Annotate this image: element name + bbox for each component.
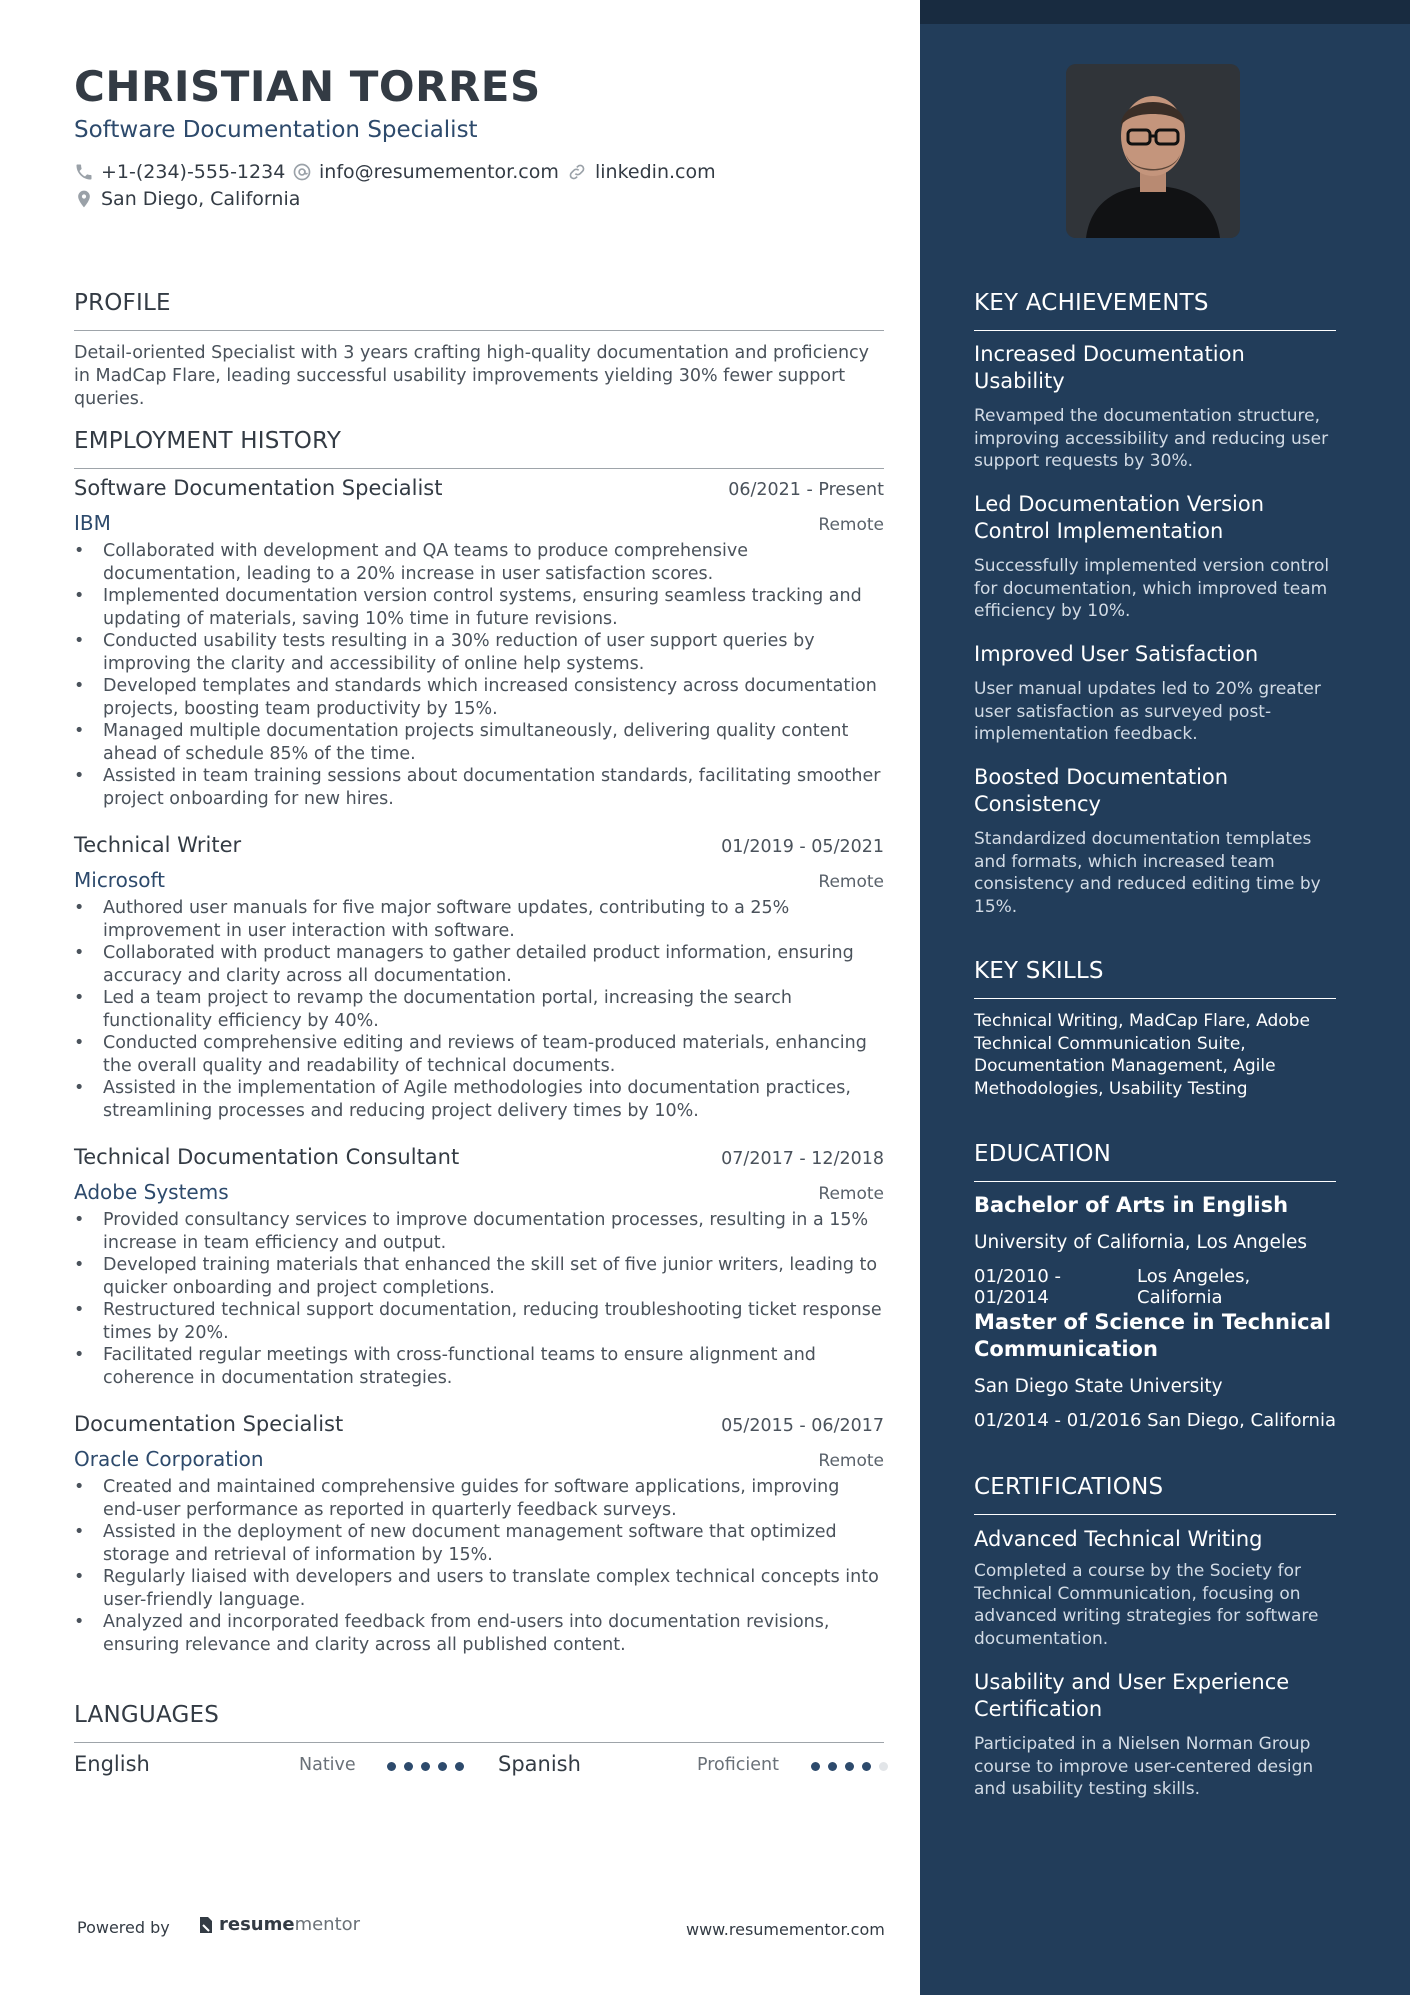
bullet-item: • Facilitated regular meetings with cross-functional teams to ensure alignment and coherence in documentation strategies. [74, 1344, 884, 1389]
job-location: Remote [818, 872, 884, 892]
job-dates: 07/2017 - 12/2018 [721, 1149, 884, 1169]
profile-heading: PROFILE [74, 290, 884, 331]
education-school: San Diego State University [974, 1376, 1223, 1397]
candidate-name: CHRISTIAN TORRES [74, 62, 541, 111]
achievements-heading: KEY ACHIEVEMENTS [974, 290, 1336, 331]
education-location: San Diego, California [1147, 1410, 1336, 1431]
language-rating [811, 1762, 888, 1771]
bullet-item: • Conducted usability tests resulting in a 30% reduction of user support queries by improving the clarity and accessibility of online help systems. [74, 630, 884, 675]
job-title: Documentation Specialist [74, 1412, 344, 1436]
achievement-text: Standardized documentation templates and formats, which increased team consistency and reduced editing time by 15%. [974, 829, 1321, 917]
job-company: Adobe Systems [74, 1180, 229, 1204]
language-level: Native [299, 1755, 356, 1775]
profile-summary: Detail-oriented Specialist with 3 years crafting high-quality documentation and proficiency in MadCap Flare, leading successful usability improvements yielding 30% fewer support queries. [74, 343, 870, 409]
education-degree: Bachelor of Arts in English [974, 1193, 1289, 1217]
job-dates: 06/2021 - Present [728, 480, 884, 500]
employment-heading: EMPLOYMENT HISTORY [74, 428, 884, 469]
rating-dot [438, 1762, 447, 1771]
candidate-role: Software Documentation Specialist [74, 117, 478, 143]
bullet-item: • Developed training materials that enhanced the skill set of five junior writers, leading to quicker onboarding and project completions. [74, 1254, 884, 1299]
bullet-item: • Developed templates and standards which increased consistency across documentation projects, boosting team productivity by 15%. [74, 675, 884, 720]
rating-dot [811, 1762, 820, 1771]
phone-text: +1-(234)-555-1234 [101, 161, 286, 183]
languages-row [74, 1752, 884, 1786]
job-location: Remote [818, 515, 884, 535]
bullet-item: • Collaborated with product managers to gather detailed product information, ensuring accuracy and clarity across all documentation. [74, 942, 884, 987]
bullet-item: • Authored user manuals for five major software updates, contributing to a 25% improvement in user interaction with software. [74, 897, 884, 942]
bullet-item: • Managed multiple documentation projects simultaneously, delivering quality content ahead of schedule 85% of the time. [74, 720, 884, 765]
rating-dot [387, 1762, 396, 1771]
job-entry [74, 833, 884, 1122]
job-bullets [74, 540, 884, 810]
job-company: IBM [74, 511, 111, 535]
language-level: Proficient [697, 1755, 779, 1775]
certification-text: Completed a course by the Society for Technical Communication, focusing on advanced writing strategies for software documentation. [974, 1561, 1319, 1649]
education-location: Los Angeles, California [1137, 1266, 1251, 1308]
achievement-text: User manual updates led to 20% greater user satisfaction as surveyed post-implementation feedback. [974, 679, 1321, 744]
rating-dot [879, 1762, 888, 1771]
achievement-title: Increased Documentation Usability [974, 342, 1245, 393]
achievement-text: Revamped the documentation structure, improving accessibility and reducing user support requests by 30%. [974, 406, 1329, 471]
bullet-item: • Conducted comprehensive editing and reviews of team-produced materials, enhancing the overall quality and readability of technical documents. [74, 1032, 884, 1077]
achievement-title: Improved User Satisfaction [974, 642, 1259, 666]
rating-dot [828, 1762, 837, 1771]
bullet-item: • Provided consultancy services to improve documentation processes, resulting in a 15% increase in team efficiency and output. [74, 1209, 884, 1254]
location-pin-icon [74, 188, 94, 210]
education-meta [974, 1410, 1336, 1431]
sidebar-top-band [920, 0, 1410, 24]
language-rating [387, 1762, 464, 1771]
footer-website[interactable]: www.resumementor.com [686, 1920, 885, 1939]
language-name: English [74, 1752, 150, 1776]
bullet-item: • Assisted in team training sessions about documentation standards, facilitating smoother project onboarding for new hires. [74, 765, 884, 810]
person-portrait-icon [1066, 64, 1240, 238]
job-bullets [74, 1209, 884, 1389]
job-title: Technical Writer [74, 833, 242, 857]
job-title: Technical Documentation Consultant [74, 1145, 460, 1169]
rating-dot [845, 1762, 854, 1771]
achievement-text: Successfully implemented version control for documentation, which improved team efficiency by 10%. [974, 556, 1330, 621]
profile-photo [1066, 64, 1240, 238]
bullet-item: • Assisted in the deployment of new document management software that optimized storage and retrieval of information by 15%. [74, 1521, 884, 1566]
language-name: Spanish [498, 1752, 581, 1776]
bullet-item: • Assisted in the implementation of Agile methodologies into documentation practices, streamlining processes and reducing project delivery times by 10%. [74, 1077, 884, 1122]
at-icon [292, 162, 312, 182]
location-text: San Diego, California [101, 188, 301, 210]
education-dates: 01/2014 - 01/2016 [974, 1410, 1142, 1431]
certification-title: Usability and User Experience Certification [974, 1670, 1290, 1721]
job-location: Remote [818, 1451, 884, 1471]
job-bullets [74, 897, 884, 1122]
job-dates: 01/2019 - 05/2021 [721, 837, 884, 857]
bullet-item: • Restructured technical support documentation, reducing troubleshooting ticket response times by 20%. [74, 1299, 884, 1344]
certifications-heading: CERTIFICATIONS [974, 1474, 1336, 1515]
linkedin-text: linkedin.com [595, 161, 716, 183]
job-company: Microsoft [74, 868, 166, 892]
bullet-item: • Created and maintained comprehensive guides for software applications, improving end-user performance as reported in quarterly feedback surveys. [74, 1476, 884, 1521]
logo-text-bold: resume [219, 1914, 295, 1935]
resumementor-logo-icon [198, 1915, 214, 1935]
education-heading: EDUCATION [974, 1141, 1336, 1182]
bullet-item: • Led a team project to revamp the documentation portal, increasing the search functionality efficiency by 40%. [74, 987, 884, 1032]
job-dates: 05/2015 - 06/2017 [721, 1416, 884, 1436]
achievement-title: Boosted Documentation Consistency [974, 765, 1229, 816]
link-icon [566, 162, 588, 182]
bullet-item: • Collaborated with development and QA teams to produce comprehensive documentation, leading to a 20% increase in user satisfaction scores. [74, 540, 884, 585]
education-dates: 01/2010 - 01/2014 [974, 1266, 1061, 1308]
job-entry [74, 1145, 884, 1389]
logo-text-light: mentor [294, 1914, 361, 1935]
certification-text: Participated in a Nielsen Norman Group course to improve user-centered design and usability testing skills. [974, 1734, 1314, 1799]
rating-dot [455, 1762, 464, 1771]
job-company: Oracle Corporation [74, 1447, 264, 1471]
education-meta [974, 1266, 1336, 1308]
sidebar [920, 0, 1410, 1995]
rating-dot [421, 1762, 430, 1771]
job-bullets [74, 1476, 884, 1656]
languages-heading: LANGUAGES [74, 1702, 884, 1743]
email-text: info@resumementor.com [319, 161, 559, 183]
job-title: Software Documentation Specialist [74, 476, 443, 500]
contact-phone[interactable] [74, 161, 285, 183]
bullet-item: • Regularly liaised with developers and users to translate complex technical concepts into user-friendly language. [74, 1566, 884, 1611]
powered-by-label: Powered by [77, 1918, 170, 1937]
job-entry [74, 1412, 884, 1656]
rating-dot [862, 1762, 871, 1771]
contact-email[interactable] [292, 161, 559, 183]
job-entry [74, 476, 884, 810]
contact-linkedin[interactable] [566, 161, 716, 183]
resumementor-logo[interactable] [198, 1914, 360, 1935]
skills-heading: KEY SKILLS [974, 958, 1336, 999]
education-school: University of California, Los Angeles [974, 1232, 1308, 1253]
phone-icon [74, 162, 94, 182]
education-degree: Master of Science in Technical Communication [974, 1310, 1331, 1361]
bullet-item: • Implemented documentation version control systems, ensuring seamless tracking and updating of materials, saving 10% time in future revisions. [74, 585, 884, 630]
contact-location [74, 188, 300, 210]
skills-list: Technical Writing, MadCap Flare, Adobe Technical Communication Suite, Documentation Management, Agile Methodologies, Usability Testing [974, 1011, 1310, 1099]
rating-dot [404, 1762, 413, 1771]
certification-title: Advanced Technical Writing [974, 1527, 1263, 1551]
achievement-title: Led Documentation Version Control Implementation [974, 492, 1265, 543]
job-location: Remote [818, 1184, 884, 1204]
bullet-item: • Analyzed and incorporated feedback from end-users into documentation revisions, ensuring relevance and clarity across all published content. [74, 1611, 884, 1656]
